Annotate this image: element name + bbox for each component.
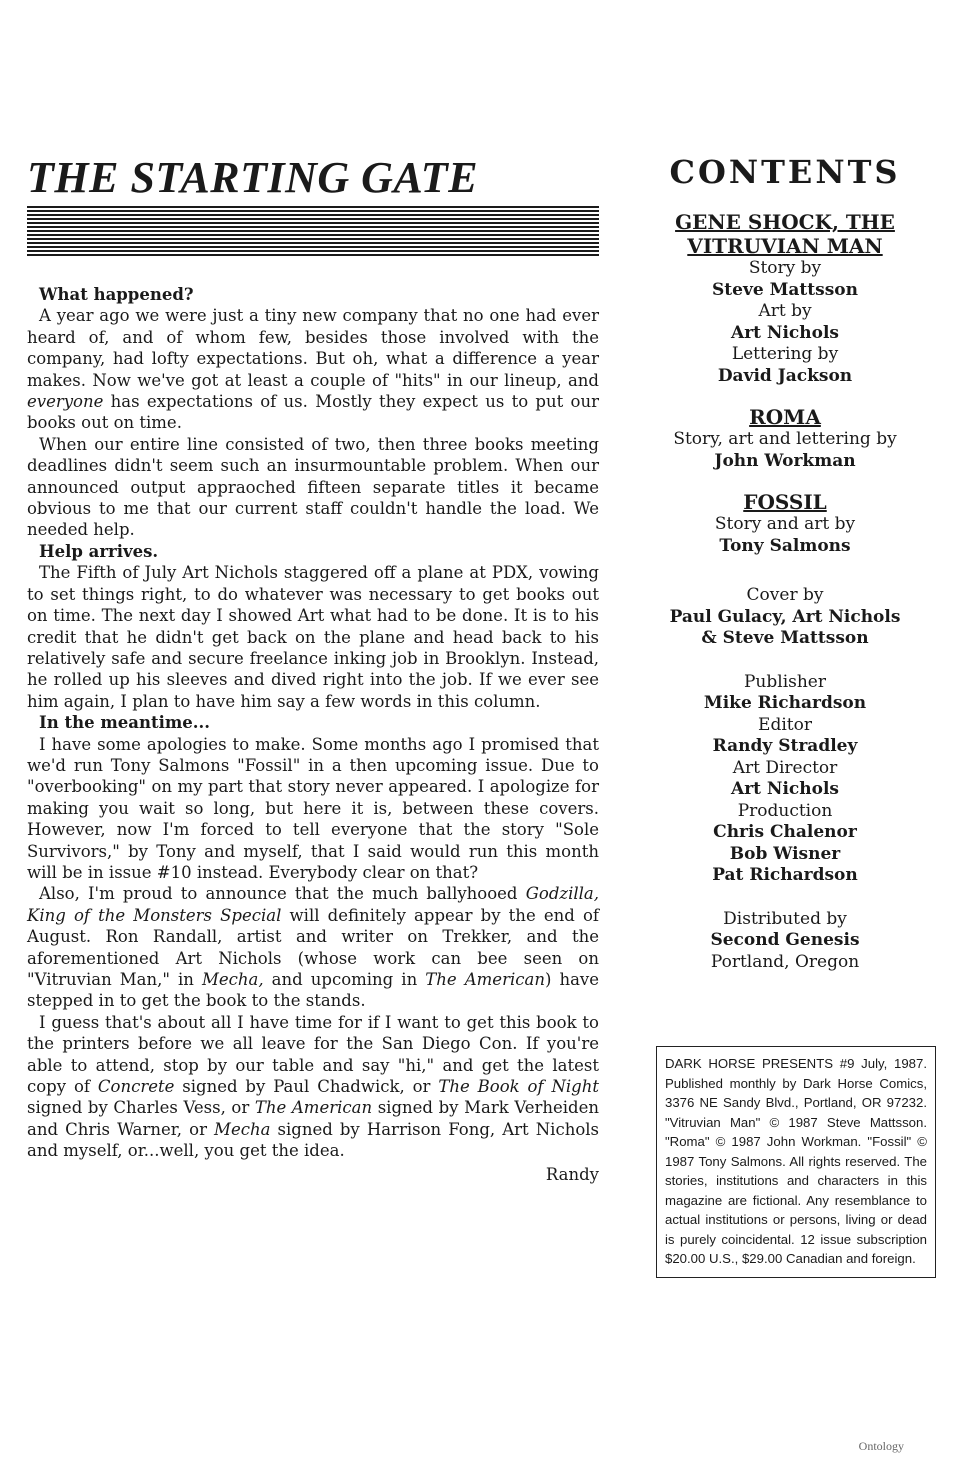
credit-label: Publisher (743, 671, 826, 692)
story-title: GENE SHOCK, THE VITRUVIAN MAN (675, 210, 895, 258)
indicia-box: DARK HORSE PRESENTS #9 July, 1987. Published monthly by Dark Horse Comics, 3376 NE Sandy Blvd., Portland, OR 97232. "Vitruvian Man" © 1987 Steve Mattsson. "Roma" © 1987 John Workman. "Fossil" © 1987 Tony Salmons. All rights reserved. The stories, institutions and characters in this magazine are fictional. Any resemblance to actual institutions or persons, living or dead is purely coincidental. 12 issue subscription $20.00 U.S., $29.00 Canadian and foreign. (656, 1046, 936, 1278)
credit-label: Story by (748, 258, 822, 278)
editorial-article (27, 284, 599, 1185)
story-title: FOSSIL (743, 490, 827, 514)
distributor-name: Second Genesis (710, 930, 860, 950)
contents-column (660, 150, 910, 995)
credit-name: John Workman (714, 450, 856, 471)
credit-label: Art Director (732, 757, 838, 778)
cover-credit (660, 585, 910, 650)
paragraph: The Fifth of July Art Nichols staggered off a plane at PDX, vowing to set things right, to do whatever was necessary to get books out on time. The next day I showed Art what had to be done. It is to his credit that he didn't get back on the plane and head back to his relatively safe and secure freelance inking job in Brooklyn. Instead, he rolled up his sleeves and dived right into the job. If we ever see him again, I plan to have him say a few words in this column. (27, 563, 599, 711)
masthead-rule (27, 206, 599, 258)
paragraph: I have some apologies to make. Some months ago I promised that we'd run Tony Salmons "Fossil" in a then upcoming issue. Due to "overbooking" on my part that story never appeared. I apologize for making you wait so long, but here it is, between these covers. However, now I'm forced to tell everyone that the story "Sole Survivors," by Tony and myself, that I said would run this month will be in issue #10 instead. Everybody clear on that? (27, 734, 599, 882)
staff-credits (660, 672, 910, 887)
credit-label: Editor (758, 714, 812, 735)
section-heading: What happened? (39, 285, 194, 304)
credit-name: Steve Mattsson (712, 279, 858, 300)
footer-watermark: Ontology (858, 1439, 904, 1453)
credit-label: Production (737, 800, 833, 821)
credit-name: Chris Chalenor (713, 822, 857, 842)
credit-label: Art by (758, 301, 812, 321)
credit-name: Randy Stradley (712, 736, 858, 756)
paragraph: Also, I'm proud to announce that the much ballyhooed Godzilla, King of the Monsters Special will definitely appear by the end of August. Ron Randall, artist and writer on Trekker, and the aforementioned Art Nichols (whose work can bee seen on "Vitruvian Man," in Mecha, and upcoming in The American) have stepped in to get the book to the stands. (27, 884, 600, 1011)
distribution-credit (660, 909, 910, 974)
paragraph: I guess that's about all I have time for if I want to get this book to the printers before we all leave for the San Diego Con. If you're able to attend, stop by our table and say "hi," and get the latest copy of Concrete signed by Paul Chadwick, or The Book of Night signed by Charles Vess, or The American signed by Mark Verheiden and Chris Warner, or Mecha signed by Harrison Fong, Art Nichols and myself, or...well, you get the idea. (27, 1012, 600, 1161)
credit-name: Pat Richardson (712, 865, 858, 885)
credit-name: Art Nichols (731, 322, 839, 343)
distributor-location: Portland, Oregon (710, 951, 860, 972)
credit-name: Art Nichols (731, 779, 839, 799)
story-credit-fossil (660, 490, 910, 557)
editorial-column (27, 150, 599, 1185)
story-credit-roma (660, 405, 910, 472)
credit-label: Cover by (746, 585, 824, 605)
credit-name: Mike Richardson (703, 693, 867, 713)
paragraph: A year ago we were just a tiny new company that no one had ever heard of, and of whom few, besides those involved with the company, had lofty expectations. But oh, what a difference a year makes. Now we've got at least a couple of "hits" in our lineup, and everyone has expectations of us. Mostly they expect us to put our books out on time. (27, 306, 599, 433)
story-credit-gene-shock (660, 210, 910, 387)
signature: Randy (545, 1164, 599, 1184)
credit-name: Paul Gulacy, Art Nichols & Steve Mattsson (669, 606, 901, 648)
section-heading: Help arrives. (39, 541, 159, 561)
section-heading: In the meantime... (39, 713, 211, 733)
credit-label: Story and art by (714, 514, 856, 534)
story-title: ROMA (749, 405, 821, 429)
credit-label: Distributed by (723, 908, 847, 929)
paragraph: When our entire line consisted of two, then three books meeting deadlines didn't seem such an insurmountable problem. When our announced output appraoched fifteen separate titles it became obvious to me that our current staff couldn't handle the load. We needed help. (27, 434, 599, 540)
page-title: THE STARTING GATE (27, 153, 479, 202)
credit-name: Bob Wisner (729, 843, 841, 864)
credit-label: Lettering by (731, 344, 839, 364)
credit-label: Story, art and lettering by (673, 429, 897, 449)
credit-name: Tony Salmons (719, 535, 851, 556)
credit-name: David Jackson (717, 365, 853, 386)
contents-title: CONTENTS (669, 153, 901, 191)
